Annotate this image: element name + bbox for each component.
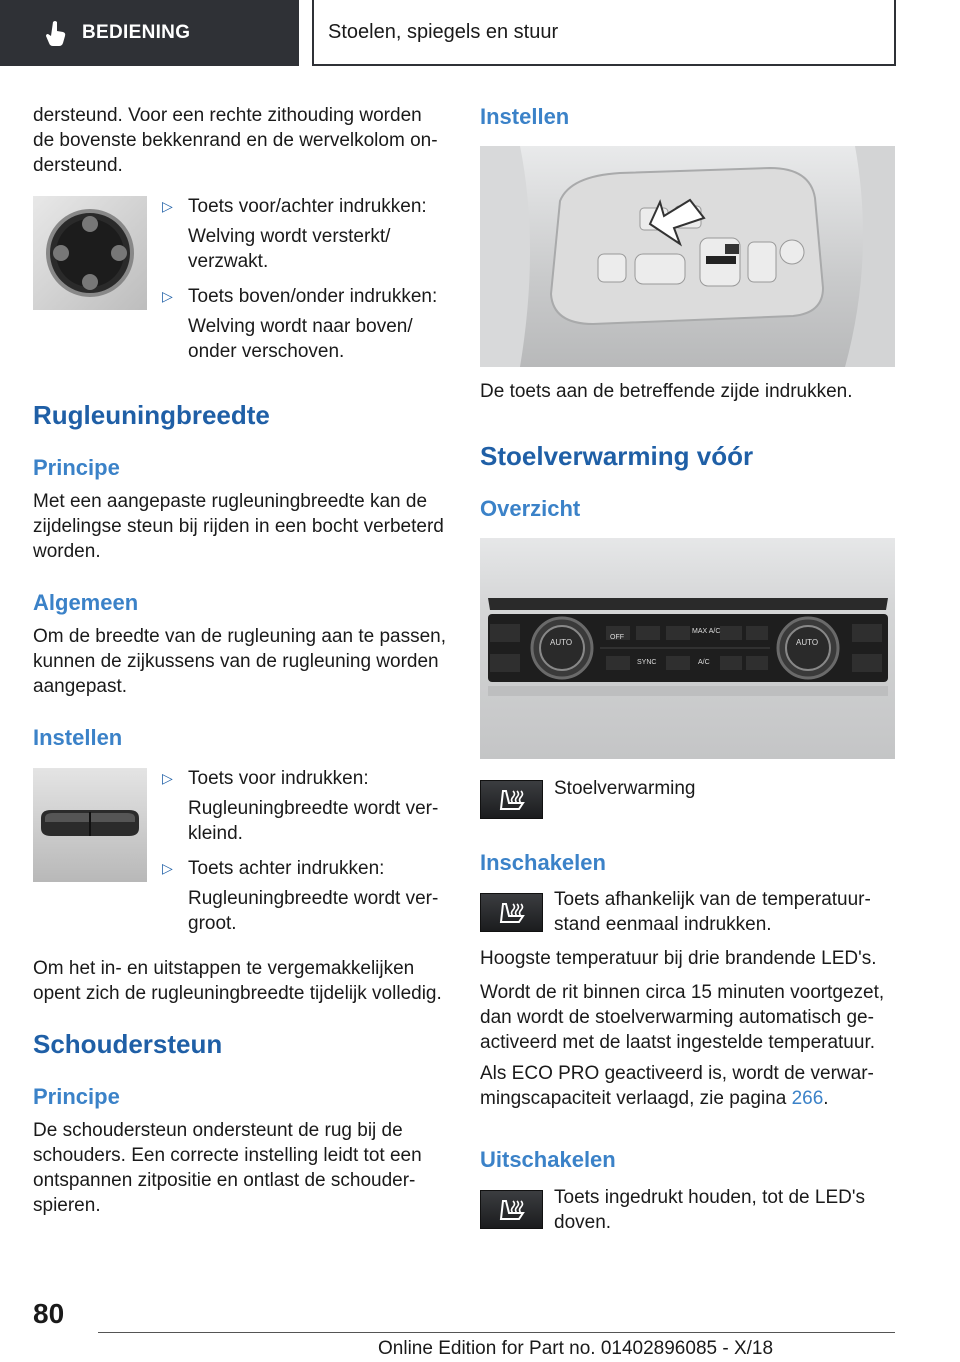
- bullet-result: Rugleuningbreedte wordt verkleind.: [188, 798, 439, 844]
- eco-text: Als ECO PRO geactiveerd is, wordt de verwarmingscapaciteit verlaagd, zie pagina 266.: [480, 1063, 874, 1109]
- on-text: Toets afhankelijk van de temperatuurstand eenmaal indrukken.: [554, 889, 871, 935]
- shoulder-text: De schoudersteun ondersteunt de rug bij de schouders. Een correcte instelling leidt tot een ontspannen zitpositie en ontlast de schouderspieren.: [33, 1120, 422, 1216]
- adjust-bullet-2: [188, 856, 450, 936]
- seat-heating-icon: [480, 893, 543, 932]
- entry-text: Om het in- en uitstappen te vergemakkelijken opent zich de rugleuningbreedte tijdelijk volledig.: [33, 958, 442, 1004]
- bullet-action: Toets achter indrukken:: [188, 858, 385, 879]
- adjust-heading: Instellen: [33, 725, 123, 750]
- adjust-caption: De toets aan de betreffende zijde indrukken.: [480, 381, 853, 402]
- bullet-triangle-icon: ▷: [162, 770, 173, 786]
- bullet-triangle-icon: ▷: [162, 288, 173, 304]
- bullet-action: Toets voor/achter indrukken:: [188, 196, 427, 217]
- backrest-button-image: [33, 768, 147, 882]
- off-heading: Uitschakelen: [480, 1147, 616, 1172]
- lumbar-control-image: [33, 196, 147, 310]
- lumbar-bullet-1: [188, 194, 450, 274]
- page-title: Stoelen, spiegels en stuur: [312, 0, 896, 66]
- intro-text: dersteund. Voor een rechte zithouding worden de bovenste bekkenrand en de wervelkolom ondersteund.: [33, 105, 438, 176]
- principle-text: Met een aangepaste rugleuningbreedte kan de zijdelingse steun bij rijden in een bocht verbeterd worden.: [33, 491, 444, 562]
- ac-label: A/C: [698, 659, 710, 666]
- on-note-1: Hoogste temperatuur bij drie brandende LED's.: [480, 948, 877, 969]
- shoulder-principle-heading: Principe: [33, 1084, 120, 1109]
- off-text: Toets ingedrukt houden, tot de LED's doven.: [554, 1187, 865, 1233]
- seat-controls-image: [480, 146, 895, 367]
- heating-label: Stoelverwarming: [554, 778, 696, 799]
- general-text: Om de breedte van de rugleuning aan te passen, kunnen de zijkussens van de rugleuning worden aangepast.: [33, 626, 447, 697]
- bullet-action: Toets boven/onder indrukken:: [188, 286, 438, 307]
- seat-heating-icon: [480, 780, 543, 819]
- bullet-action: Toets voor indrukken:: [188, 768, 369, 789]
- hand-pointer-icon: [44, 19, 68, 47]
- general-heading: Algemeen: [33, 590, 139, 615]
- shoulder-heading: Schoudersteun: [33, 1029, 223, 1059]
- lumbar-bullet-2: [188, 284, 450, 364]
- footer-divider: [98, 1332, 895, 1333]
- adjust-bullet-1: [188, 766, 450, 846]
- page-link[interactable]: 266: [791, 1088, 824, 1109]
- bullet-result: Welving wordt versterkt/ verzwakt.: [188, 226, 391, 272]
- principle-heading: Principe: [33, 455, 120, 480]
- section-tab: [0, 0, 299, 66]
- sync-label: SYNC: [637, 659, 657, 666]
- backrest-heading: Rugleuningbreedte: [33, 400, 270, 430]
- bullet-triangle-icon: ▷: [162, 198, 173, 214]
- seat-heating-icon: [480, 1190, 543, 1229]
- auto-label-right: AUTO: [796, 638, 819, 647]
- max-ac-label: MAX A/C: [692, 628, 721, 635]
- bullet-result: Rugleuningbreedte wordt vergroot.: [188, 888, 439, 934]
- on-note-2: Wordt de rit binnen circa 15 minuten voortgezet, dan wordt de stoelverwarming automatisch geactiveerd met de laatst ingestelde temperatuur.: [480, 982, 885, 1053]
- bullet-triangle-icon: ▷: [162, 860, 173, 876]
- edition-note: Online Edition for Part no. 01402896085 - X/18: [378, 1338, 774, 1359]
- bullet-result: Welving wordt naar boven/ onder verschoven.: [188, 316, 413, 362]
- section-label: BEDIENING: [82, 22, 191, 43]
- heating-heading: Stoelverwarming vóór: [480, 441, 754, 471]
- off-label: OFF: [610, 634, 624, 641]
- auto-label-left: AUTO: [550, 638, 573, 647]
- climate-panel-image: [480, 538, 895, 759]
- page-number: 80: [33, 1298, 65, 1329]
- on-heading: Inschakelen: [480, 850, 606, 875]
- overview-heading: Overzicht: [480, 496, 581, 521]
- right-adjust-heading: Instellen: [480, 104, 570, 129]
